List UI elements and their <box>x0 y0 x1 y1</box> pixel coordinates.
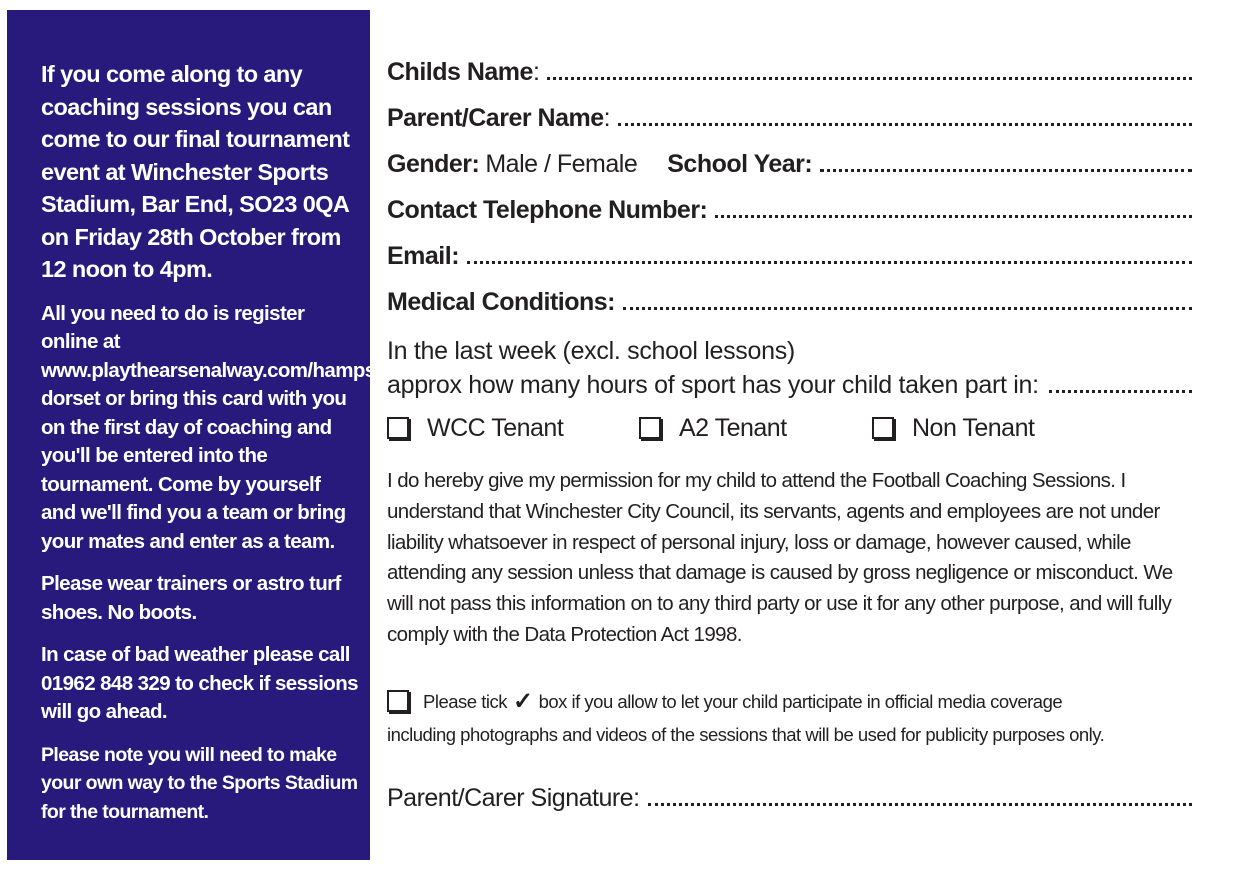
telephone-label: Contact Telephone Number: <box>387 196 708 224</box>
media-consent-line2: including photographs and videos of the sessions that will be used for publicity purposes only. <box>387 723 1105 745</box>
tenant-options <box>387 408 1192 448</box>
signature-line[interactable] <box>648 803 1192 806</box>
media-consent-line1 <box>387 685 1192 718</box>
email-line[interactable] <box>467 261 1192 264</box>
media-consent-text2: box if you allow to let your child participate in official media coverage <box>538 690 1063 712</box>
parent-name-colon: : <box>603 104 611 132</box>
registration-text: All you need to do is register online at <box>41 301 305 353</box>
email-label: Email: <box>387 242 460 270</box>
sport-hours-field[interactable] <box>387 368 1192 402</box>
registration-info <box>41 300 418 557</box>
gender-label: Gender: <box>387 150 480 178</box>
registration-form <box>387 58 1192 751</box>
childs-name-colon: : <box>532 58 540 86</box>
tick-icon: ✓ <box>512 687 533 715</box>
wcc-tenant-checkbox[interactable] <box>387 417 409 439</box>
parent-name-line[interactable] <box>618 123 1192 126</box>
gender-options[interactable]: Male / Female <box>485 150 638 178</box>
non-tenant-checkbox[interactable] <box>872 417 894 439</box>
childs-name-label: Childs Name <box>387 58 533 86</box>
gender-school-field <box>387 150 1192 196</box>
medical-field[interactable] <box>387 288 1192 334</box>
non-tenant-label: Non Tenant <box>912 413 1035 442</box>
registration-url[interactable]: www.playthearsenalway.com/hampshire-dorset <box>41 358 418 410</box>
wcc-tenant-label: WCC Tenant <box>427 413 564 442</box>
tenant-option-wcc[interactable] <box>387 414 639 443</box>
tournament-intro-text: If you come along to any coaching sessions you can come to our final tournament event at <box>41 61 350 185</box>
tournament-info <box>41 58 360 286</box>
registration-text-cont: or bring this card with you on the first day of coaching and you'll be entered into the tournament. Come by yourself and we'll find you a team or bring your mates and enter as a team. <box>41 387 347 553</box>
signature-field[interactable] <box>387 784 1192 813</box>
school-year-label: School Year: <box>667 150 813 178</box>
sport-hours-question <box>387 334 1192 402</box>
info-sidebar <box>7 10 418 860</box>
email-field[interactable] <box>387 242 1192 288</box>
telephone-line[interactable] <box>715 215 1192 218</box>
childs-name-line[interactable] <box>547 77 1192 80</box>
sport-hours-line[interactable] <box>1049 390 1192 393</box>
weather-info: In case of bad weather please call 01962 848 329 to check if sessions will go ahead. <box>41 643 358 723</box>
parent-name-field[interactable] <box>387 104 1192 150</box>
medical-label: Medical Conditions: <box>387 288 615 316</box>
sport-hours-line2: approx how many hours of sport has your child taken part in: <box>387 371 1039 399</box>
medical-line[interactable] <box>623 307 1192 310</box>
signature-label: Parent/Carer Signature: <box>387 784 640 812</box>
tenant-option-a2[interactable] <box>639 414 872 443</box>
a2-tenant-label: A2 Tenant <box>679 413 787 442</box>
sport-hours-line1: In the last week (excl. school lessons) <box>387 337 795 365</box>
a2-tenant-checkbox[interactable] <box>639 417 661 439</box>
tenant-option-non[interactable] <box>872 414 1034 443</box>
media-consent-text1: Please tick <box>423 690 507 712</box>
consent-statement: I do hereby give my permission for my child to attend the Football Coaching Sessions. I understand that Winchester City Council, its servants, agents and employees are not under liability whatsoever in respect of personal injury, loss or damage, however caused, while attending any session unless that damage is caused by gross negligence or misconduct. We will not pass this information on to any third party or use it for any other purpose, and will fully comply with the Data Protection Act 1998. <box>387 469 1173 646</box>
telephone-field[interactable] <box>387 196 1192 242</box>
travel-note: Please note you will need to make your own way to the Sports Stadium for the tournament. <box>41 743 358 823</box>
media-consent <box>387 685 1192 751</box>
footwear-info: Please wear trainers or astro turf shoes. No boots. <box>41 572 341 624</box>
school-year-line[interactable] <box>820 169 1192 172</box>
parent-name-label: Parent/Carer Name <box>387 104 604 132</box>
media-consent-checkbox[interactable] <box>387 690 409 712</box>
tournament-venue-text: Winchester Sports Stadium, Bar End, SO23 0QA on Friday 28th October from 12 noon to 4pm. <box>41 158 349 282</box>
childs-name-field[interactable] <box>387 58 1192 104</box>
